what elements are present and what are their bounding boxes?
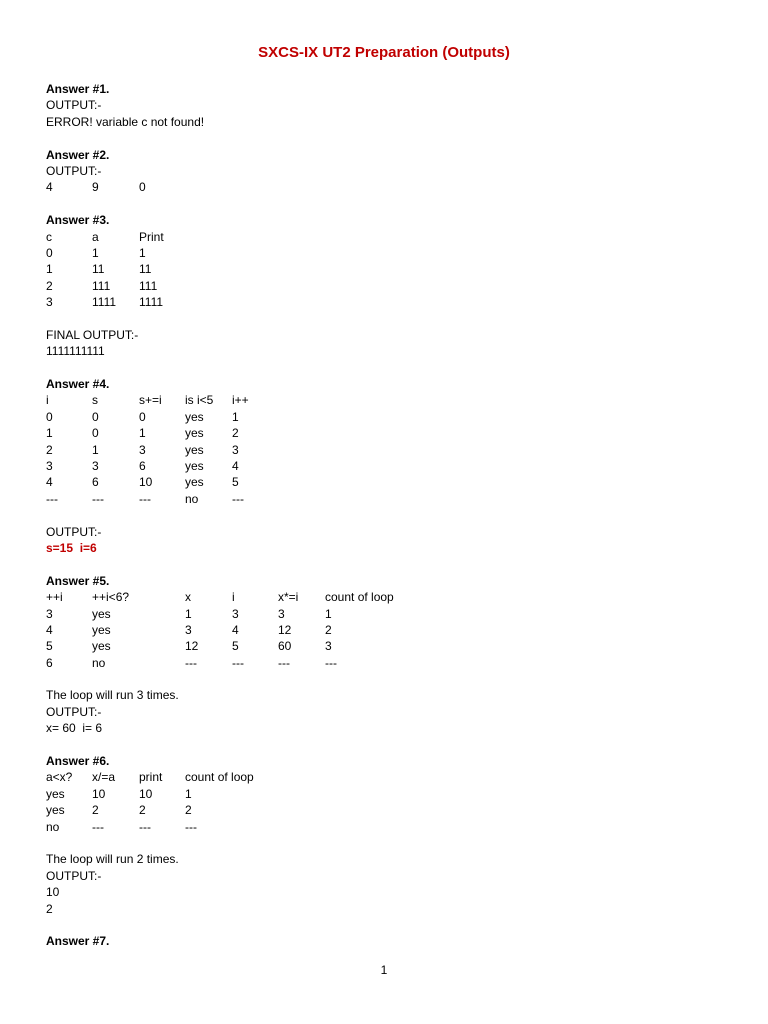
table-cell: 0 [46, 409, 53, 424]
table-cell: 4 [46, 622, 53, 637]
table-cell: yes [185, 475, 204, 490]
answers-content [46, 81, 726, 950]
table-header-cell: i [46, 393, 49, 408]
table-cell: 60 [278, 639, 292, 654]
table-header-cell: i++ [232, 393, 249, 408]
table-cell: 6 [92, 475, 99, 490]
table-cell: 0 [92, 409, 99, 424]
answer-6-output-label: OUTPUT:- [46, 868, 102, 883]
table-header-cell: a [92, 229, 99, 244]
table-cell: no [92, 655, 106, 670]
table-cell: 1 [232, 409, 239, 424]
table-row [46, 278, 726, 294]
answer-2-output-label: OUTPUT:- [46, 163, 102, 178]
table-cell: 2 [46, 278, 53, 293]
table-cell: 111 [139, 278, 158, 293]
table-cell: 12 [278, 622, 292, 637]
answer-7-heading: Answer #7. [46, 934, 110, 949]
table-cell: 2 [46, 442, 53, 457]
output-value: 0 [139, 180, 146, 195]
table-cell: 1 [139, 426, 146, 441]
table-row [46, 655, 726, 671]
page-number: 1 [380, 963, 388, 977]
answer-4-output: s=15 i=6 [46, 540, 97, 555]
table-row [46, 245, 726, 261]
table-header-cell: Print [139, 229, 164, 244]
table-cell: 2 [185, 803, 192, 818]
answer-1-output: ERROR! variable c not found! [46, 114, 205, 129]
table-row [46, 622, 726, 638]
table-cell: --- [139, 819, 151, 834]
table-cell: 0 [139, 409, 146, 424]
table-row [46, 819, 726, 835]
answer-4-table-header [46, 392, 726, 408]
table-cell: 0 [92, 426, 99, 441]
table-cell: --- [92, 491, 104, 506]
table-cell: --- [185, 655, 197, 670]
table-cell: 5 [46, 639, 53, 654]
table-cell: 1111 [139, 295, 164, 310]
table-cell: 6 [46, 655, 53, 670]
table-cell: 3 [92, 458, 99, 473]
table-cell: 3 [46, 458, 53, 473]
answer-5-note: The loop will run 3 times. [46, 688, 179, 703]
output-value: 9 [92, 180, 99, 195]
table-cell: 5 [232, 475, 239, 490]
output-value: 4 [46, 180, 53, 195]
table-row [46, 425, 726, 441]
answer-5-table-header [46, 589, 726, 605]
table-cell: yes [92, 606, 111, 621]
answer-3-table-header [46, 229, 726, 245]
table-cell: --- [46, 491, 58, 506]
table-row [46, 802, 726, 818]
table-cell: 3 [232, 442, 239, 457]
table-header-cell: c [46, 229, 52, 244]
table-header-cell: count of loop [185, 770, 254, 785]
table-cell: 1 [46, 262, 53, 277]
table-row [46, 786, 726, 802]
table-cell: 10 [139, 475, 153, 490]
table-header-cell: s+=i [139, 393, 162, 408]
table-cell: 1 [139, 245, 146, 260]
table-row [46, 261, 726, 277]
table-cell: 1111 [92, 295, 117, 310]
table-cell: 4 [46, 475, 53, 490]
answer-5-output: x= 60 i= 6 [46, 721, 103, 736]
answer-2-output [46, 179, 726, 195]
table-cell: 1 [185, 606, 192, 621]
answer-6-output-line: 2 [46, 901, 53, 916]
table-header-cell: a<x? [46, 770, 73, 785]
table-cell: --- [232, 491, 244, 506]
answer-6-note: The loop will run 2 times. [46, 852, 179, 867]
table-header-cell: print [139, 770, 163, 785]
table-cell: 12 [185, 639, 199, 654]
table-header-cell: ++i<6? [92, 590, 130, 605]
table-header-cell: ++i [46, 590, 63, 605]
table-cell: 3 [325, 639, 332, 654]
answer-6-heading: Answer #6. [46, 754, 110, 769]
table-header-cell: x/=a [92, 770, 116, 785]
table-cell: 6 [139, 458, 146, 473]
answer-1-output-label: OUTPUT:- [46, 98, 102, 113]
table-row [46, 442, 726, 458]
table-cell: 3 [185, 622, 192, 637]
table-header-cell: count of loop [325, 590, 394, 605]
table-row [46, 294, 726, 310]
table-cell: 1 [92, 245, 99, 260]
table-row [46, 638, 726, 654]
table-cell: 2 [139, 803, 146, 818]
answer-4-heading: Answer #4. [46, 377, 110, 392]
table-cell: 3 [278, 606, 285, 621]
table-cell: 5 [232, 639, 239, 654]
table-cell: yes [185, 426, 204, 441]
answer-6-table-header [46, 769, 726, 785]
table-cell: yes [185, 442, 204, 457]
table-cell: --- [232, 655, 244, 670]
table-cell: --- [278, 655, 290, 670]
answer-5-heading: Answer #5. [46, 573, 110, 588]
table-cell: 111 [92, 278, 111, 293]
table-row [46, 409, 726, 425]
table-header-cell: x [185, 590, 191, 605]
table-row [46, 458, 726, 474]
table-cell: yes [92, 639, 111, 654]
table-cell: 1 [185, 786, 192, 801]
table-cell: 4 [232, 458, 239, 473]
table-cell: yes [185, 409, 204, 424]
table-cell: 2 [92, 803, 99, 818]
answer-5-output-label: OUTPUT:- [46, 704, 102, 719]
table-row [46, 491, 726, 507]
table-cell: 11 [92, 262, 105, 277]
table-cell: yes [92, 622, 111, 637]
table-cell: 3 [46, 606, 53, 621]
table-row [46, 474, 726, 490]
table-cell: 2 [325, 622, 332, 637]
table-cell: yes [46, 786, 65, 801]
table-cell: --- [139, 491, 151, 506]
answer-3-final-value: 1111111111 [46, 344, 105, 359]
table-cell: 3 [139, 442, 146, 457]
table-cell: 10 [139, 786, 153, 801]
table-cell: 1 [325, 606, 332, 621]
table-cell: 0 [46, 245, 53, 260]
table-cell: 1 [92, 442, 99, 457]
answer-3-final-label: FINAL OUTPUT:- [46, 327, 139, 342]
table-cell: 2 [232, 426, 239, 441]
answer-6-output-line: 10 [46, 885, 60, 900]
table-header-cell: s [92, 393, 98, 408]
table-cell: 11 [139, 262, 152, 277]
table-cell: 1 [46, 426, 53, 441]
table-cell: --- [92, 819, 104, 834]
table-cell: 4 [232, 622, 239, 637]
page-title: SXCS-IX UT2 Preparation (Outputs) [258, 44, 510, 61]
answer-1-heading: Answer #1. [46, 82, 110, 96]
table-cell: no [46, 819, 60, 834]
table-cell: 10 [92, 786, 106, 801]
table-row [46, 606, 726, 622]
table-cell: --- [325, 655, 337, 670]
answer-4-output-label: OUTPUT:- [46, 524, 102, 539]
answer-3-heading: Answer #3. [46, 213, 110, 228]
table-header-cell: i [232, 590, 235, 605]
table-cell: no [185, 491, 199, 506]
table-header-cell: x*=i [278, 590, 299, 605]
answer-2-heading: Answer #2. [46, 147, 110, 162]
table-header-cell: is i<5 [185, 393, 214, 408]
table-cell: 3 [232, 606, 239, 621]
table-cell: yes [185, 458, 204, 473]
table-cell: --- [185, 819, 197, 834]
table-cell: yes [46, 803, 65, 818]
table-cell: 3 [46, 295, 53, 310]
